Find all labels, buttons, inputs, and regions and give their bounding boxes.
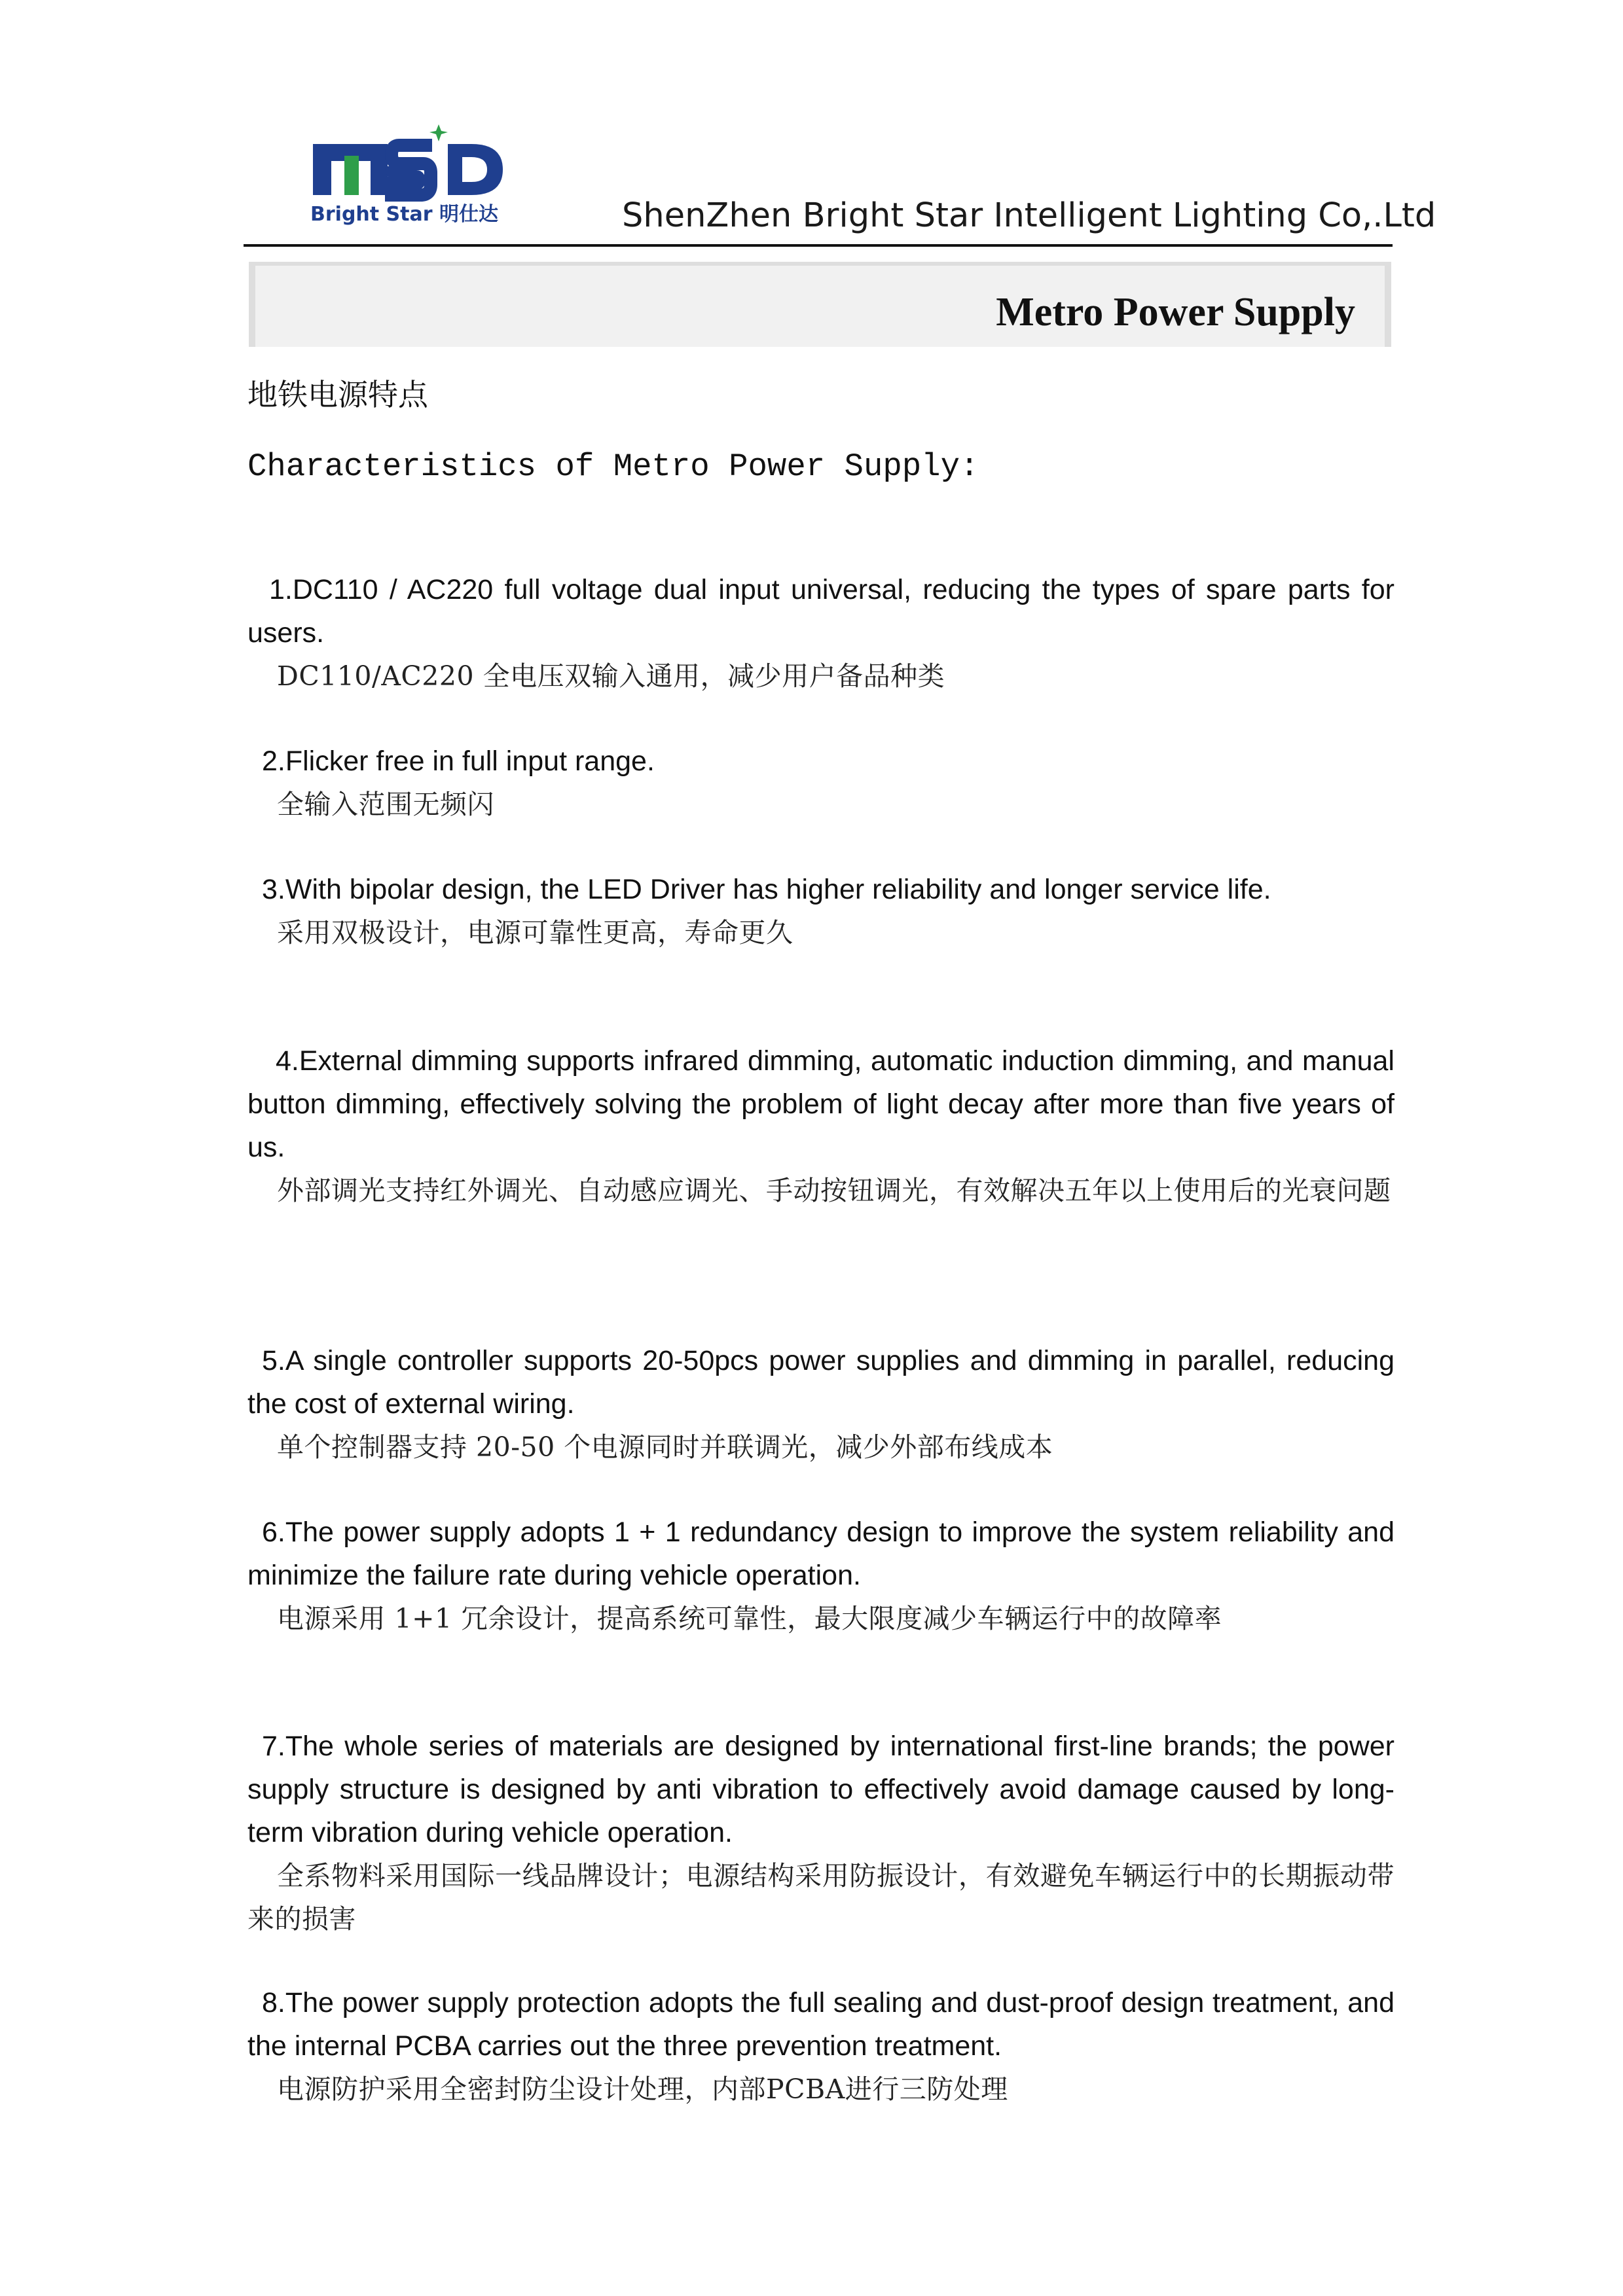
- feature-en: 6.The power supply adopts 1 + 1 redundancy design to improve the system reliability and minimize the failure rate during vehicle operation.: [247, 1516, 1395, 1591]
- feature-en: 8.The power supply protection adopts the full sealing and dust-proof design treatment, and the internal PCBA carries out the three prevention treatment.: [247, 1987, 1395, 2062]
- feature-cn: 全输入范围无频闪: [277, 789, 494, 820]
- feature-item-2: [247, 740, 1395, 826]
- company-logo: [308, 124, 524, 229]
- feature-en: 1.DC110 / AC220 full voltage dual input universal, reducing the types of spare parts for users.: [247, 574, 1395, 649]
- feature-item-1: [247, 568, 1395, 698]
- document-title: Metro Power Supply: [996, 290, 1355, 334]
- feature-en: 7.The whole series of materials are designed by international first-line brands; the power supply structure is designed by anti vibration to effectively avoid damage caused by long-term vibration during vehicle operation.: [247, 1731, 1395, 1848]
- feature-item-7: [247, 1725, 1395, 1941]
- feature-item-6: [247, 1511, 1395, 1640]
- feature-cn: 电源防护采用全密封防尘设计处理，内部PCBA进行三防处理: [277, 2073, 1008, 2105]
- feature-en: 2.Flicker free in full input range.: [262, 745, 655, 777]
- feature-en: 5.A single controller supports 20-50pcs power supplies and dimming in parallel, reducing the cost of external wiring.: [247, 1345, 1395, 1420]
- feature-cn: 单个控制器支持 20-50 个电源同时并联调光，减少外部布线成本: [277, 1431, 1053, 1463]
- feature-cn: 电源采用 1+1 冗余设计，提高系统可靠性，最大限度减少车辆运行中的故障率: [277, 1603, 1222, 1634]
- feature-cn: DC110/AC220 全电压双输入通用，减少用户备品种类: [277, 660, 945, 692]
- feature-item-4: [247, 1039, 1395, 1212]
- company-name: ShenZhen Bright Star Intelligent Lighting Co,.Ltd: [622, 196, 1436, 235]
- feature-cn: 采用双极设计，电源可靠性更高，寿命更久: [277, 917, 793, 948]
- feature-cn: 外部调光支持红外调光、自动感应调光、手动按钮调光，有效解决五年以上使用后的光衰问题: [277, 1175, 1391, 1206]
- feature-en: 3.With bipolar design, the LED Driver has higher reliability and longer service life.: [262, 874, 1271, 905]
- heading-chinese: 地铁电源特点: [247, 377, 428, 412]
- feature-item-5: [247, 1339, 1395, 1469]
- feature-item-3: [247, 868, 1395, 954]
- feature-en: 4.External dimming supports infrared dimming, automatic induction dimming, and manual button dimming, effectively solving the problem of light decay after more than five years of us.: [247, 1045, 1395, 1163]
- heading-english: Characteristics of Metro Power Supply:: [247, 448, 979, 485]
- feature-cn: 全系物料采用国际一线品牌设计；电源结构采用防振设计，有效避免车辆运行中的长期振动带来的损害: [247, 1860, 1395, 1935]
- logo-subtitle: Bright Star 明仕达: [310, 203, 498, 226]
- title-banner: [249, 262, 1391, 347]
- header-divider: [244, 244, 1393, 247]
- feature-item-8: [247, 1981, 1395, 2111]
